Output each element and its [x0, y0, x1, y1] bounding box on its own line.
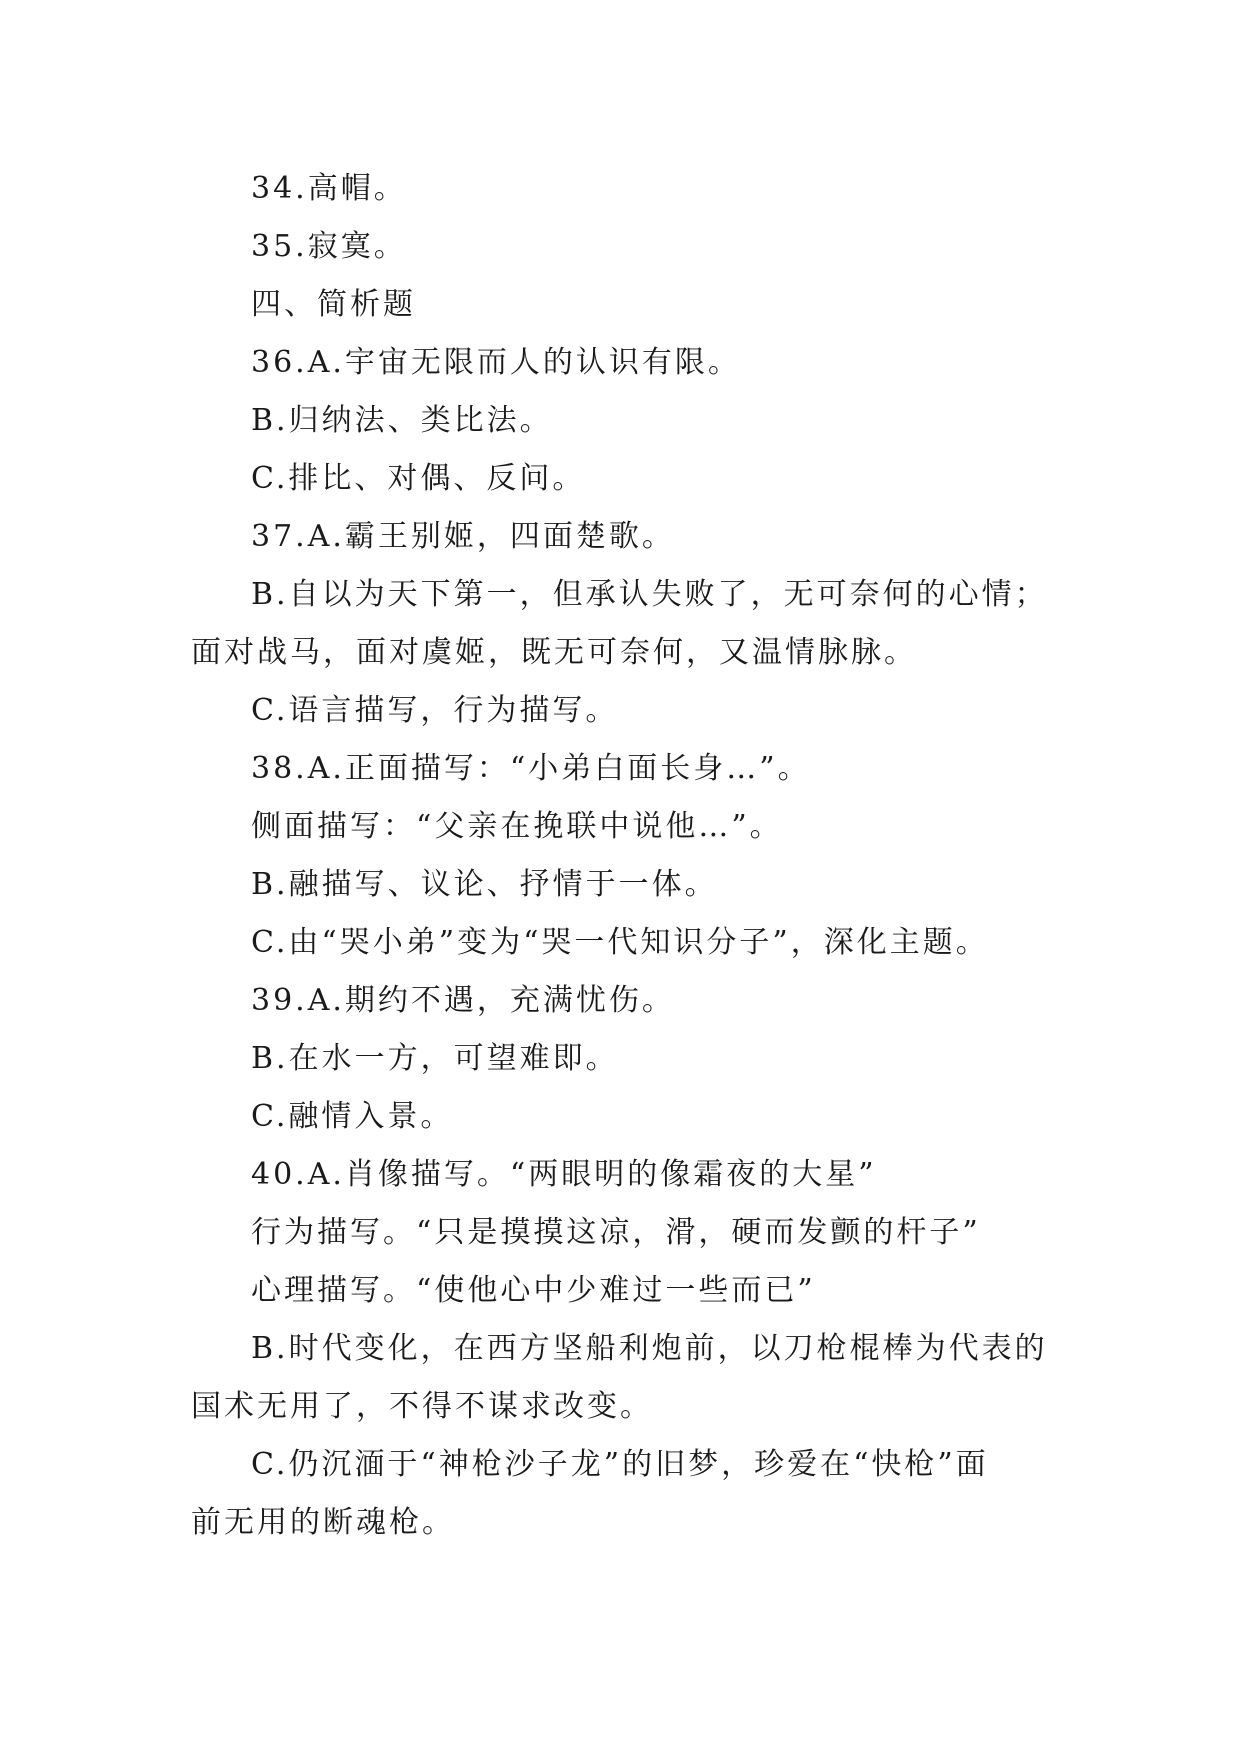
answer-line: B.在水一方，可望难即。: [251, 1041, 619, 1076]
answer-line: 39.A.期约不遇，充满忧伤。: [251, 983, 675, 1018]
answer-line: 行为描写。“只是摸摸这凉，滑，硬而发颤的杆子”: [251, 1215, 981, 1250]
answer-line: C.仍沉湎于“神枪沙子龙”的旧梦，珍爱在“快枪”面: [251, 1447, 989, 1482]
answer-line: C.排比、对偶、反问。: [251, 461, 586, 496]
answer-line: C.语言描写，行为描写。: [251, 693, 619, 728]
answer-line: B.时代变化，在西方坚船利炮前，以刀枪棍棒为代表的: [251, 1331, 1048, 1366]
answer-line: 34.高帽。: [251, 171, 407, 206]
answer-line-continuation: 前无用的断魂枪。: [191, 1505, 455, 1540]
answer-line: 37.A.霸王别姬，四面楚歌。: [251, 519, 675, 554]
answer-line-continuation: 国术无用了，不得不谋求改变。: [191, 1389, 653, 1424]
section-heading: 四、简析题: [251, 287, 416, 322]
answer-line: 侧面描写：“父亲在挽联中说他…”。: [251, 809, 783, 844]
answer-line: 心理描写。“使他心中少难过一些而已”: [251, 1273, 816, 1308]
answer-line: 38.A.正面描写：“小弟白面长身…”。: [251, 751, 811, 786]
answer-line: B.融描写、议论、抒情于一体。: [251, 867, 718, 902]
answer-line: C.融情入景。: [251, 1099, 454, 1134]
answer-line: C.由“哭小弟”变为“哭一代知识分子”，深化主题。: [251, 925, 989, 960]
answer-line-continuation: 面对战马，面对虞姬，既无可奈何，又温情脉脉。: [191, 635, 917, 670]
answer-text-body: [191, 160, 1061, 1552]
answer-line: 36.A.宇宙无限而人的认识有限。: [251, 345, 741, 380]
answer-line: 35.寂寞。: [251, 229, 407, 264]
answer-line: B.归纳法、类比法。: [251, 403, 553, 438]
answer-line: B.自以为天下第一，但承认失败了，无可奈何的心情；: [251, 577, 1048, 612]
answer-line: 40.A.肖像描写。“两眼明的像霜夜的大星”: [251, 1157, 877, 1192]
